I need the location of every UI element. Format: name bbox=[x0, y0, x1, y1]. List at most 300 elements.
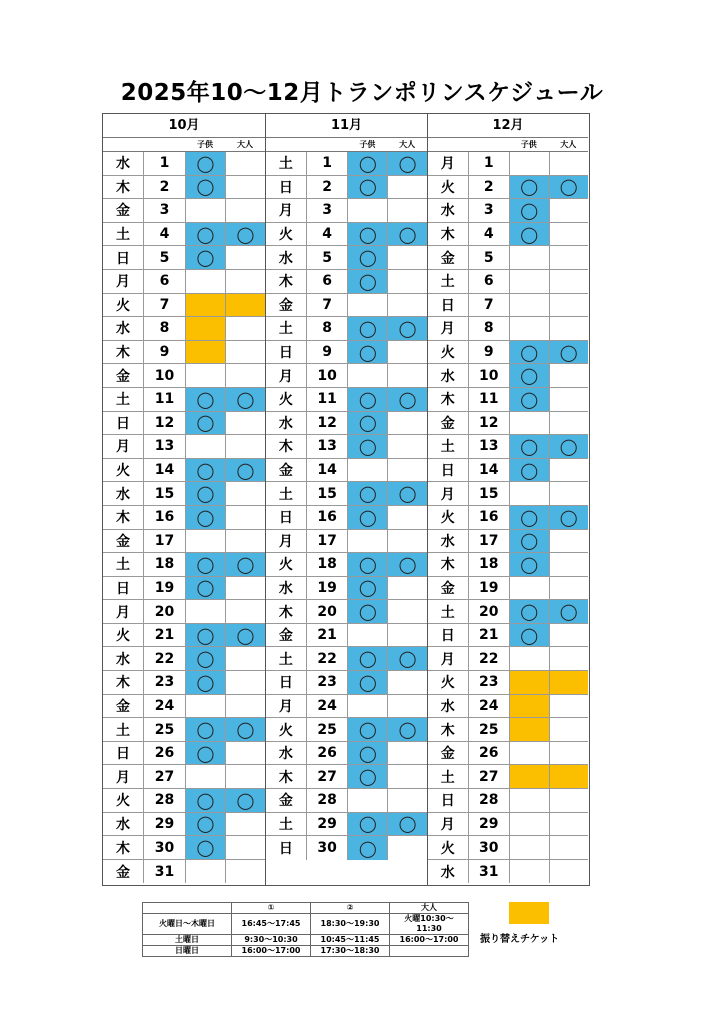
child-lesson-cell bbox=[347, 577, 387, 600]
day-row bbox=[428, 577, 588, 601]
schedule-cell: 16:00〜17:00 bbox=[390, 935, 469, 946]
weekday-cell: 水 bbox=[440, 533, 455, 550]
day-row bbox=[266, 199, 427, 223]
weekday-cell: 日 bbox=[440, 297, 455, 314]
adult-lesson-cell bbox=[549, 246, 589, 269]
adult-lesson-cell bbox=[387, 152, 427, 175]
child-lesson-cell bbox=[347, 152, 387, 175]
day-row bbox=[103, 695, 265, 719]
adult-lesson-cell bbox=[387, 246, 427, 269]
adult-lesson-cell bbox=[387, 482, 427, 505]
day-row bbox=[266, 600, 427, 624]
date-cell: 16 bbox=[468, 506, 509, 529]
weekday-cell: 月 bbox=[116, 439, 130, 456]
schedule-header-cell: ② bbox=[311, 903, 390, 914]
date-cell: 19 bbox=[143, 577, 185, 600]
adult-lesson-cell bbox=[549, 553, 589, 576]
adult-lesson-cell bbox=[549, 506, 589, 529]
date-cell: 23 bbox=[143, 671, 185, 694]
weekday-cell: 土 bbox=[116, 557, 130, 574]
circle-mark: ◯ bbox=[236, 224, 255, 244]
date-cell: 6 bbox=[468, 270, 509, 293]
date-cell: 23 bbox=[306, 671, 348, 694]
child-lesson-cell bbox=[347, 482, 387, 505]
day-row bbox=[428, 624, 588, 648]
date-cell: 11 bbox=[468, 388, 509, 411]
child-lesson-cell bbox=[509, 695, 549, 718]
circle-mark: ◯ bbox=[358, 672, 377, 692]
date-cell: 20 bbox=[143, 600, 185, 623]
date-cell: 29 bbox=[143, 813, 185, 836]
circle-mark: ◯ bbox=[559, 177, 578, 197]
child-lesson-cell bbox=[509, 152, 549, 175]
circle-mark: ◯ bbox=[196, 720, 215, 740]
date-cell: 25 bbox=[468, 718, 509, 741]
weekday-cell: 木 bbox=[116, 675, 130, 692]
adult-lesson-cell bbox=[225, 412, 265, 435]
adult-lesson-cell bbox=[225, 223, 265, 246]
day-row bbox=[266, 341, 427, 365]
month-column-dec bbox=[427, 114, 588, 885]
date-cell: 8 bbox=[468, 317, 509, 340]
day-row bbox=[103, 836, 265, 860]
circle-mark: ◯ bbox=[358, 814, 377, 834]
weekday-cell: 水 bbox=[116, 156, 130, 173]
date-cell: 16 bbox=[143, 506, 185, 529]
weekday-cell: 水 bbox=[440, 368, 455, 385]
date-cell: 9 bbox=[306, 341, 348, 364]
child-lesson-cell bbox=[185, 789, 225, 812]
date-cell: 12 bbox=[306, 412, 348, 435]
child-lesson-cell bbox=[185, 860, 225, 884]
adult-lesson-cell bbox=[387, 553, 427, 576]
date-cell: 25 bbox=[306, 718, 348, 741]
adult-lesson-cell bbox=[225, 530, 265, 553]
adult-lesson-cell bbox=[225, 152, 265, 175]
circle-mark: ◯ bbox=[196, 838, 215, 858]
child-column-header: 子供 bbox=[197, 140, 213, 149]
weekday-cell: 火 bbox=[116, 793, 130, 810]
adult-lesson-cell bbox=[387, 199, 427, 222]
child-lesson-cell bbox=[347, 459, 387, 482]
adult-lesson-cell bbox=[225, 435, 265, 458]
child-lesson-cell bbox=[509, 765, 549, 788]
adult-column-header: 大人 bbox=[560, 140, 577, 149]
weekday-cell: 木 bbox=[440, 722, 455, 739]
circle-mark: ◯ bbox=[358, 248, 377, 268]
weekday-cell: 火 bbox=[116, 463, 130, 480]
date-cell: 15 bbox=[468, 482, 509, 505]
circle-mark: ◯ bbox=[196, 507, 215, 527]
child-lesson-cell bbox=[347, 742, 387, 765]
adult-lesson-cell bbox=[225, 506, 265, 529]
weekday-cell: 水 bbox=[440, 864, 455, 881]
schedule-row bbox=[143, 914, 469, 935]
day-row bbox=[428, 294, 588, 318]
date-cell: 2 bbox=[468, 176, 509, 199]
weekday-cell: 金 bbox=[440, 415, 455, 432]
day-row bbox=[103, 553, 265, 577]
schedule-cell: 火曜10:30〜11:30 bbox=[390, 914, 469, 935]
child-lesson-cell bbox=[185, 600, 225, 623]
adult-lesson-cell bbox=[549, 294, 589, 317]
month-header: 10月 bbox=[103, 114, 265, 138]
child-lesson-cell bbox=[185, 294, 225, 317]
schedule-row bbox=[143, 946, 469, 957]
weekday-cell: 金 bbox=[440, 746, 455, 763]
child-lesson-cell bbox=[509, 317, 549, 340]
child-lesson-cell bbox=[509, 813, 549, 836]
circle-mark: ◯ bbox=[520, 625, 539, 645]
adult-lesson-cell bbox=[387, 506, 427, 529]
adult-lesson-cell bbox=[225, 294, 265, 317]
date-cell: 14 bbox=[143, 459, 185, 482]
weekday-cell: 金 bbox=[278, 628, 293, 645]
weekday-cell: 火 bbox=[278, 392, 293, 409]
day-row bbox=[103, 577, 265, 601]
adult-lesson-cell bbox=[225, 742, 265, 765]
child-lesson-cell bbox=[509, 270, 549, 293]
adult-lesson-cell bbox=[549, 317, 589, 340]
weekday-cell: 木 bbox=[440, 227, 455, 244]
date-cell: 4 bbox=[468, 223, 509, 246]
adult-lesson-cell bbox=[225, 364, 265, 387]
adult-lesson-cell bbox=[387, 223, 427, 246]
day-row bbox=[266, 624, 427, 648]
child-lesson-cell bbox=[347, 294, 387, 317]
weekday-cell: 月 bbox=[278, 533, 293, 550]
day-row bbox=[428, 695, 588, 719]
adult-lesson-cell bbox=[387, 412, 427, 435]
child-lesson-cell bbox=[185, 317, 225, 340]
circle-mark: ◯ bbox=[520, 224, 539, 244]
adult-lesson-cell bbox=[225, 647, 265, 670]
day-row bbox=[103, 506, 265, 530]
circle-mark: ◯ bbox=[358, 578, 377, 598]
date-cell: 15 bbox=[143, 482, 185, 505]
weekday-cell: 土 bbox=[116, 722, 130, 739]
date-cell: 4 bbox=[143, 223, 185, 246]
circle-mark: ◯ bbox=[358, 177, 377, 197]
date-cell: 2 bbox=[306, 176, 348, 199]
circle-mark: ◯ bbox=[358, 271, 377, 291]
column-subheader bbox=[103, 138, 265, 152]
day-row bbox=[428, 530, 588, 554]
child-lesson-cell bbox=[185, 341, 225, 364]
day-row bbox=[103, 317, 265, 341]
weekday-cell: 土 bbox=[116, 227, 130, 244]
circle-mark: ◯ bbox=[520, 177, 539, 197]
circle-mark: ◯ bbox=[520, 389, 539, 409]
date-cell: 19 bbox=[468, 577, 509, 600]
weekday-cell: 日 bbox=[116, 415, 130, 432]
date-cell: 18 bbox=[468, 553, 509, 576]
weekday-cell: 日 bbox=[116, 250, 130, 267]
schedule-cell: 16:45〜17:45 bbox=[232, 914, 311, 935]
date-cell: 1 bbox=[468, 152, 509, 175]
circle-mark: ◯ bbox=[520, 200, 539, 220]
weekday-cell: 土 bbox=[278, 651, 293, 668]
weekday-cell: 水 bbox=[278, 250, 293, 267]
date-cell: 14 bbox=[468, 459, 509, 482]
day-row bbox=[428, 742, 588, 766]
child-lesson-cell bbox=[185, 765, 225, 788]
day-row bbox=[428, 482, 588, 506]
adult-lesson-cell bbox=[549, 647, 589, 670]
adult-lesson-cell bbox=[387, 836, 427, 860]
circle-mark: ◯ bbox=[196, 814, 215, 834]
date-cell: 9 bbox=[143, 341, 185, 364]
circle-mark: ◯ bbox=[196, 224, 215, 244]
weekday-cell: 月 bbox=[116, 769, 130, 786]
child-lesson-cell bbox=[347, 553, 387, 576]
circle-mark: ◯ bbox=[358, 720, 377, 740]
adult-lesson-cell bbox=[387, 789, 427, 812]
adult-lesson-cell bbox=[225, 199, 265, 222]
date-cell: 22 bbox=[143, 647, 185, 670]
date-cell: 5 bbox=[468, 246, 509, 269]
day-row bbox=[103, 176, 265, 200]
adult-lesson-cell bbox=[387, 270, 427, 293]
adult-lesson-cell bbox=[549, 813, 589, 836]
child-lesson-cell bbox=[347, 530, 387, 553]
weekday-cell: 水 bbox=[278, 415, 293, 432]
weekday-cell: 金 bbox=[278, 297, 293, 314]
child-lesson-cell bbox=[185, 718, 225, 741]
adult-lesson-cell bbox=[549, 671, 589, 694]
circle-mark: ◯ bbox=[358, 743, 377, 763]
day-row bbox=[103, 364, 265, 388]
child-lesson-cell bbox=[185, 412, 225, 435]
circle-mark: ◯ bbox=[196, 743, 215, 763]
day-row bbox=[428, 364, 588, 388]
circle-mark: ◯ bbox=[358, 649, 377, 669]
child-lesson-cell bbox=[185, 199, 225, 222]
day-row bbox=[103, 294, 265, 318]
date-cell: 8 bbox=[306, 317, 348, 340]
child-lesson-cell bbox=[185, 530, 225, 553]
circle-mark: ◯ bbox=[358, 602, 377, 622]
day-row bbox=[103, 671, 265, 695]
adult-lesson-cell bbox=[387, 742, 427, 765]
weekday-cell: 木 bbox=[278, 439, 293, 456]
schedule-cell: 日曜日 bbox=[143, 946, 232, 957]
weekday-cell: 土 bbox=[440, 769, 455, 786]
child-lesson-cell bbox=[347, 718, 387, 741]
day-row bbox=[266, 577, 427, 601]
schedule-header-cell bbox=[143, 903, 232, 914]
adult-lesson-cell bbox=[387, 341, 427, 364]
child-lesson-cell bbox=[509, 647, 549, 670]
day-row bbox=[428, 789, 588, 813]
adult-lesson-cell bbox=[387, 624, 427, 647]
adult-lesson-cell bbox=[549, 577, 589, 600]
schedule-cell bbox=[390, 946, 469, 957]
day-row bbox=[428, 412, 588, 436]
child-lesson-cell bbox=[185, 671, 225, 694]
weekday-cell: 木 bbox=[278, 604, 293, 621]
weekday-cell: 月 bbox=[440, 156, 455, 173]
weekday-cell: 土 bbox=[278, 816, 293, 833]
adult-lesson-cell bbox=[549, 482, 589, 505]
day-row bbox=[428, 341, 588, 365]
date-cell: 7 bbox=[143, 294, 185, 317]
child-lesson-cell bbox=[185, 364, 225, 387]
weekday-cell: 日 bbox=[440, 793, 455, 810]
child-lesson-cell bbox=[347, 435, 387, 458]
child-lesson-cell bbox=[185, 695, 225, 718]
date-cell: 30 bbox=[143, 836, 185, 859]
weekday-cell: 金 bbox=[116, 864, 130, 881]
adult-lesson-cell bbox=[225, 600, 265, 623]
time-schedule-table bbox=[142, 902, 469, 957]
adult-lesson-cell bbox=[225, 341, 265, 364]
circle-mark: ◯ bbox=[358, 318, 377, 338]
circle-mark: ◯ bbox=[196, 177, 215, 197]
child-lesson-cell bbox=[509, 482, 549, 505]
month-header: 11月 bbox=[266, 114, 427, 138]
date-cell: 24 bbox=[468, 695, 509, 718]
child-lesson-cell bbox=[347, 624, 387, 647]
day-row bbox=[428, 860, 588, 884]
date-cell: 15 bbox=[306, 482, 348, 505]
date-cell: 21 bbox=[468, 624, 509, 647]
child-lesson-cell bbox=[509, 553, 549, 576]
day-row bbox=[103, 459, 265, 483]
circle-mark: ◯ bbox=[398, 224, 417, 244]
weekday-cell: 金 bbox=[440, 580, 455, 597]
date-cell: 3 bbox=[468, 199, 509, 222]
weekday-cell: 土 bbox=[278, 156, 293, 173]
child-lesson-cell bbox=[185, 647, 225, 670]
adult-lesson-cell bbox=[549, 860, 589, 884]
date-cell: 21 bbox=[143, 624, 185, 647]
day-row bbox=[266, 553, 427, 577]
child-lesson-cell bbox=[185, 459, 225, 482]
circle-mark: ◯ bbox=[520, 342, 539, 362]
circle-mark: ◯ bbox=[520, 366, 539, 386]
transfer-ticket-swatch bbox=[509, 902, 549, 924]
adult-lesson-cell bbox=[387, 671, 427, 694]
day-row bbox=[428, 718, 588, 742]
date-cell: 5 bbox=[143, 246, 185, 269]
day-row bbox=[266, 789, 427, 813]
adult-lesson-cell bbox=[225, 246, 265, 269]
circle-mark: ◯ bbox=[398, 814, 417, 834]
weekday-cell: 日 bbox=[116, 746, 130, 763]
weekday-cell: 木 bbox=[278, 274, 293, 291]
circle-mark: ◯ bbox=[196, 460, 215, 480]
schedule-cell: 火曜日〜木曜日 bbox=[143, 914, 232, 935]
child-lesson-cell bbox=[509, 836, 549, 859]
child-lesson-cell bbox=[347, 270, 387, 293]
date-cell: 4 bbox=[306, 223, 348, 246]
circle-mark: ◯ bbox=[398, 318, 417, 338]
day-row bbox=[428, 459, 588, 483]
month-column-nov bbox=[265, 114, 427, 885]
adult-lesson-cell bbox=[549, 435, 589, 458]
day-row bbox=[103, 435, 265, 459]
adult-column-header: 大人 bbox=[399, 140, 416, 149]
day-row bbox=[428, 836, 588, 860]
date-cell: 23 bbox=[468, 671, 509, 694]
weekday-cell: 木 bbox=[116, 345, 130, 362]
weekday-cell: 月 bbox=[440, 486, 455, 503]
adult-lesson-cell bbox=[549, 270, 589, 293]
day-row bbox=[103, 246, 265, 270]
schedule-cell: 土曜日 bbox=[143, 935, 232, 946]
date-cell: 22 bbox=[468, 647, 509, 670]
date-cell: 24 bbox=[306, 695, 348, 718]
date-cell: 27 bbox=[468, 765, 509, 788]
circle-mark: ◯ bbox=[520, 602, 539, 622]
day-row bbox=[103, 341, 265, 365]
day-row bbox=[266, 765, 427, 789]
date-cell: 29 bbox=[306, 813, 348, 836]
date-cell: 20 bbox=[468, 600, 509, 623]
weekday-cell: 火 bbox=[440, 345, 455, 362]
subheader-spacer bbox=[103, 138, 185, 151]
day-row bbox=[103, 412, 265, 436]
date-cell: 10 bbox=[468, 364, 509, 387]
day-row bbox=[103, 813, 265, 837]
circle-mark: ◯ bbox=[398, 720, 417, 740]
circle-mark: ◯ bbox=[559, 507, 578, 527]
circle-mark: ◯ bbox=[196, 389, 215, 409]
adult-lesson-cell bbox=[549, 412, 589, 435]
circle-mark: ◯ bbox=[559, 602, 578, 622]
day-row bbox=[266, 152, 427, 176]
weekday-cell: 月 bbox=[440, 321, 455, 338]
date-cell: 1 bbox=[143, 152, 185, 175]
adult-lesson-cell bbox=[387, 364, 427, 387]
adult-lesson-cell bbox=[225, 813, 265, 836]
circle-mark: ◯ bbox=[358, 224, 377, 244]
weekday-cell: 水 bbox=[116, 651, 130, 668]
adult-lesson-cell bbox=[387, 577, 427, 600]
date-cell: 25 bbox=[143, 718, 185, 741]
adult-lesson-cell bbox=[225, 459, 265, 482]
day-row bbox=[266, 742, 427, 766]
day-row bbox=[266, 317, 427, 341]
date-cell: 13 bbox=[143, 435, 185, 458]
weekday-cell: 木 bbox=[116, 179, 130, 196]
weekday-cell: 火 bbox=[440, 675, 455, 692]
adult-lesson-cell bbox=[549, 176, 589, 199]
day-row bbox=[103, 270, 265, 294]
date-cell: 27 bbox=[143, 765, 185, 788]
date-cell: 13 bbox=[306, 435, 348, 458]
weekday-cell: 木 bbox=[278, 769, 293, 786]
weekday-cell: 火 bbox=[278, 227, 293, 244]
date-cell: 21 bbox=[306, 624, 348, 647]
schedule-header-cell: ① bbox=[232, 903, 311, 914]
adult-lesson-cell bbox=[387, 718, 427, 741]
circle-mark: ◯ bbox=[196, 484, 215, 504]
weekday-cell: 日 bbox=[440, 628, 455, 645]
day-row bbox=[103, 530, 265, 554]
circle-mark: ◯ bbox=[196, 248, 215, 268]
day-row bbox=[266, 412, 427, 436]
weekday-cell: 水 bbox=[116, 486, 130, 503]
adult-lesson-cell bbox=[387, 765, 427, 788]
date-cell: 28 bbox=[306, 789, 348, 812]
circle-mark: ◯ bbox=[398, 153, 417, 173]
day-row bbox=[266, 836, 427, 860]
date-cell: 3 bbox=[143, 199, 185, 222]
date-cell: 28 bbox=[143, 789, 185, 812]
weekday-cell: 水 bbox=[440, 698, 455, 715]
